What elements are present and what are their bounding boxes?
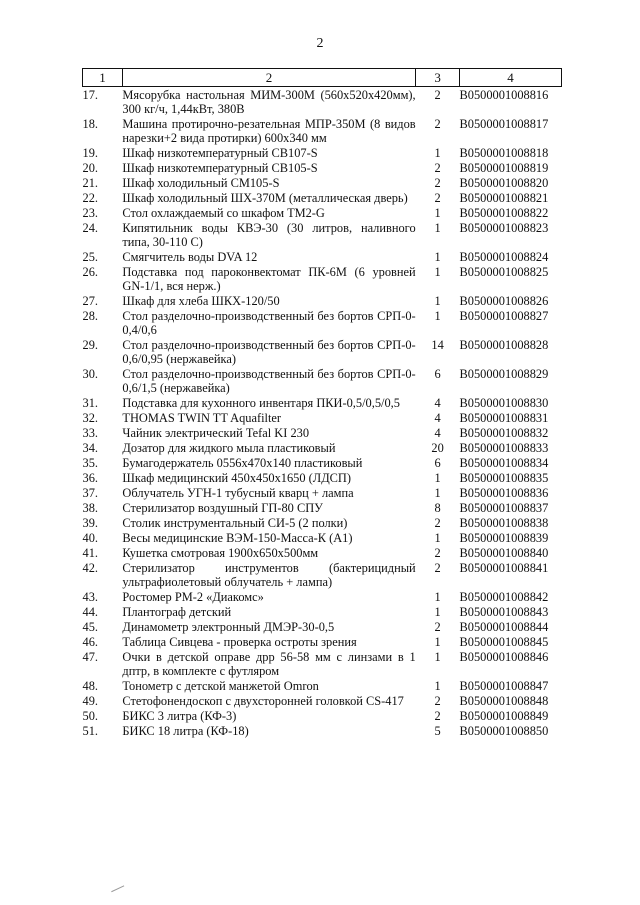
table-row	[83, 470, 562, 485]
item-name: Ростомер РМ-2 «Диакомс»	[122, 590, 264, 604]
item-name: Стол охлаждаемый со шкафом ТМ2-G	[122, 206, 325, 220]
row-number: 40.	[82, 531, 98, 545]
item-quantity: 1	[434, 605, 441, 619]
table-row	[83, 395, 562, 410]
item-quantity: 1	[434, 294, 441, 308]
inventory-code: B0500001008821	[459, 191, 549, 205]
table-row	[83, 634, 562, 649]
item-name: Дозатор для жидкого мыла пластиковый	[122, 441, 336, 455]
item-name: Чайник электрический Tefal KI 230	[122, 426, 310, 440]
row-number: 28.	[82, 309, 98, 323]
row-number: 39.	[82, 516, 98, 530]
inventory-code: B0500001008849	[459, 709, 549, 723]
inventory-code: B0500001008825	[459, 265, 549, 279]
row-number: 37.	[82, 486, 98, 500]
item-name: Подставка под пароконвектомат ПК-6М (6 уровней GN-1/1, вся нерж.)	[122, 265, 416, 293]
table-row	[83, 723, 562, 738]
table-row	[83, 337, 562, 366]
item-quantity: 1	[434, 206, 441, 220]
table-row	[83, 500, 562, 515]
inventory-code: B0500001008836	[459, 486, 549, 500]
item-quantity: 6	[434, 456, 441, 470]
item-quantity: 2	[434, 176, 441, 190]
row-number: 48.	[82, 679, 98, 693]
inventory-code: B0500001008827	[459, 309, 549, 323]
item-quantity: 2	[434, 161, 441, 175]
item-name: БИКС 3 литра (КФ-3)	[122, 709, 237, 723]
header-col-1: 1	[83, 69, 123, 87]
item-quantity: 5	[434, 724, 441, 738]
item-name: Весы медицинские ВЭМ-150-Масса-К (А1)	[122, 531, 353, 545]
row-number: 42.	[82, 561, 98, 575]
table-header-row	[83, 69, 562, 87]
row-number: 23.	[82, 206, 98, 220]
inventory-code: B0500001008823	[459, 221, 549, 235]
table-row	[83, 308, 562, 337]
table-row	[83, 205, 562, 220]
item-name: Кушетка смотровая 1900x650x500мм	[122, 546, 319, 560]
table-row	[83, 410, 562, 425]
item-name: Шкаф низкотемпературный СВ105-S	[122, 161, 318, 175]
inventory-code: B0500001008838	[459, 516, 549, 530]
inventory-code: B0500001008840	[459, 546, 549, 560]
row-number: 19.	[82, 146, 98, 160]
table-row	[83, 190, 562, 205]
item-name: Шкаф низкотемпературный СВ107-S	[122, 146, 318, 160]
inventory-code: B0500001008818	[459, 146, 549, 160]
inventory-table	[82, 68, 562, 738]
table-row	[83, 530, 562, 545]
row-number: 30.	[82, 367, 98, 381]
item-quantity: 1	[434, 146, 441, 160]
item-quantity: 6	[434, 367, 441, 381]
row-number: 34.	[82, 441, 98, 455]
inventory-code: B0500001008839	[459, 531, 549, 545]
table-row	[83, 425, 562, 440]
table-row	[83, 455, 562, 470]
item-name: Бумагодержатель 0556x470x140 пластиковый	[122, 456, 363, 470]
item-quantity: 1	[434, 221, 441, 235]
inventory-code: B0500001008817	[459, 117, 549, 131]
row-number: 38.	[82, 501, 98, 515]
inventory-code: B0500001008845	[459, 635, 549, 649]
inventory-code: B0500001008816	[459, 88, 549, 102]
inventory-code: B0500001008847	[459, 679, 549, 693]
inventory-code: B0500001008837	[459, 501, 549, 515]
table-row	[83, 220, 562, 249]
item-name: THOMAS TWIN TT Aquafilter	[122, 411, 282, 425]
row-number: 51.	[82, 724, 98, 738]
item-name: Таблица Сивцева - проверка остроты зрения	[122, 635, 357, 649]
row-number: 18.	[82, 117, 98, 131]
item-name: Стетофонендоскоп с двухсторонней головкой CS-417	[122, 694, 404, 708]
row-number: 29.	[82, 338, 98, 352]
row-number: 31.	[82, 396, 98, 410]
table-row	[83, 440, 562, 455]
inventory-code: B0500001008833	[459, 441, 549, 455]
item-quantity: 1	[434, 531, 441, 545]
item-quantity: 4	[434, 426, 441, 440]
item-name: Очки в детской оправе дрр 56-58 мм с линзами в 1 дптр, в комплекте с футляром	[122, 650, 416, 678]
table-row	[83, 264, 562, 293]
item-name: Шкаф для хлеба ШКХ-120/50	[122, 294, 280, 308]
item-name: Кипятильник воды КВЭ-30 (30 литров, наливного типа, 30-110 С)	[122, 221, 416, 249]
row-number: 50.	[82, 709, 98, 723]
item-quantity: 2	[434, 88, 441, 102]
header-col-3: 3	[416, 69, 460, 87]
table-row	[83, 293, 562, 308]
row-number: 25.	[82, 250, 98, 264]
table-row	[83, 249, 562, 264]
item-name: Динамометр электронный ДМЭР-30-0,5	[122, 620, 335, 634]
item-name: Стол разделочно-производственный без бортов СРП-0-0,6/1,5 (нержавейка)	[122, 367, 416, 395]
item-name: Стерилизатор воздушный ГП-80 СПУ	[122, 501, 323, 515]
inventory-code: B0500001008826	[459, 294, 549, 308]
item-name: Мясорубка настольная МИМ-300М (560x520x420мм), 300 кг/ч, 1,44кВт, 380В	[122, 88, 416, 116]
inventory-code: B0500001008842	[459, 590, 549, 604]
item-name: Плантограф детский	[122, 605, 232, 619]
table-row	[83, 366, 562, 395]
item-quantity: 2	[434, 620, 441, 634]
item-name: Машина протирочно-резательная МПР-350М (8 видов нарезки+2 вида протирки) 600x340 мм	[122, 117, 416, 145]
item-quantity: 1	[434, 650, 441, 664]
item-name: Шкаф медицинский 450x450x1650 (ЛДСП)	[122, 471, 351, 485]
row-number: 26.	[82, 265, 98, 279]
table-body	[83, 87, 562, 739]
item-quantity: 1	[434, 265, 441, 279]
header-col-4: 4	[460, 69, 562, 87]
row-number: 47.	[82, 650, 98, 664]
inventory-code: B0500001008830	[459, 396, 549, 410]
table-row	[83, 708, 562, 723]
item-quantity: 2	[434, 694, 441, 708]
table-row	[83, 87, 562, 117]
item-name: Стол разделочно-производственный без бортов СРП-0-0,6/0,95 (нержавейка)	[122, 338, 416, 366]
item-quantity: 2	[434, 561, 441, 575]
row-number: 24.	[82, 221, 98, 235]
header-col-2: 2	[122, 69, 415, 87]
item-name: БИКС 18 литра (КФ-18)	[122, 724, 249, 738]
item-quantity: 2	[434, 709, 441, 723]
item-quantity: 4	[434, 411, 441, 425]
inventory-code: B0500001008822	[459, 206, 549, 220]
item-name: Стерилизатор инструментов (бактерицидный ультрафиолетовый облучатель + лампа)	[122, 561, 416, 589]
table-row	[83, 693, 562, 708]
item-quantity: 2	[434, 191, 441, 205]
item-name: Шкаф холодильный ШХ-370М (металлическая дверь)	[122, 191, 408, 205]
item-quantity: 1	[434, 250, 441, 264]
table-row	[83, 485, 562, 500]
table-row	[83, 116, 562, 145]
inventory-code: B0500001008831	[459, 411, 549, 425]
inventory-code: B0500001008832	[459, 426, 549, 440]
inventory-code: B0500001008828	[459, 338, 549, 352]
table-row	[83, 515, 562, 530]
inventory-code: B0500001008819	[459, 161, 549, 175]
inventory-code: B0500001008843	[459, 605, 549, 619]
row-number: 35.	[82, 456, 98, 470]
table-row	[83, 560, 562, 589]
row-number: 33.	[82, 426, 98, 440]
table-row	[83, 619, 562, 634]
item-name: Подставка для кухонного инвентаря ПКИ-0,5/0,5/0,5	[122, 396, 400, 410]
item-quantity: 2	[434, 516, 441, 530]
table-row	[83, 145, 562, 160]
row-number: 32.	[82, 411, 98, 425]
item-quantity: 1	[434, 635, 441, 649]
item-name: Смягчитель воды DVA 12	[122, 250, 258, 264]
table-row	[83, 649, 562, 678]
row-number: 43.	[82, 590, 98, 604]
table-row	[83, 160, 562, 175]
pen-mark	[111, 885, 127, 897]
item-name: Шкаф холодильный СМ105-S	[122, 176, 280, 190]
item-quantity: 8	[434, 501, 441, 515]
item-quantity: 2	[434, 117, 441, 131]
table-row	[83, 678, 562, 693]
row-number: 17.	[82, 88, 98, 102]
table-row	[83, 589, 562, 604]
item-name: Стол разделочно-производственный без бортов СРП-0-0,4/0,6	[122, 309, 416, 337]
item-name: Тонометр с детской манжетой Omron	[122, 679, 319, 693]
item-quantity: 20	[431, 441, 444, 455]
item-quantity: 14	[431, 338, 444, 352]
item-name: Столик инструментальный СИ-5 (2 полки)	[122, 516, 348, 530]
table-row	[83, 604, 562, 619]
item-quantity: 4	[434, 396, 441, 410]
item-name: Облучатель УГН-1 тубусный кварц + лампа	[122, 486, 354, 500]
inventory-code: B0500001008820	[459, 176, 549, 190]
row-number: 41.	[82, 546, 98, 560]
inventory-code: B0500001008846	[459, 650, 549, 664]
row-number: 20.	[82, 161, 98, 175]
item-quantity: 2	[434, 546, 441, 560]
row-number: 44.	[82, 605, 98, 619]
item-quantity: 1	[434, 486, 441, 500]
table-row	[83, 175, 562, 190]
row-number: 27.	[82, 294, 98, 308]
row-number: 46.	[82, 635, 98, 649]
inventory-code: B0500001008844	[459, 620, 549, 634]
item-quantity: 1	[434, 309, 441, 323]
inventory-code: B0500001008848	[459, 694, 549, 708]
row-number: 36.	[82, 471, 98, 485]
row-number: 22.	[82, 191, 98, 205]
inventory-code: B0500001008824	[459, 250, 549, 264]
item-quantity: 1	[434, 590, 441, 604]
inventory-code: B0500001008850	[459, 724, 549, 738]
inventory-code: B0500001008834	[459, 456, 549, 470]
page-number: 2	[316, 36, 324, 51]
table-row	[83, 545, 562, 560]
row-number: 45.	[82, 620, 98, 634]
row-number: 49.	[82, 694, 98, 708]
item-quantity: 1	[434, 471, 441, 485]
inventory-code: B0500001008841	[459, 561, 549, 575]
inventory-code: B0500001008829	[459, 367, 549, 381]
row-number: 21.	[82, 176, 98, 190]
item-quantity: 1	[434, 679, 441, 693]
inventory-code: B0500001008835	[459, 471, 549, 485]
